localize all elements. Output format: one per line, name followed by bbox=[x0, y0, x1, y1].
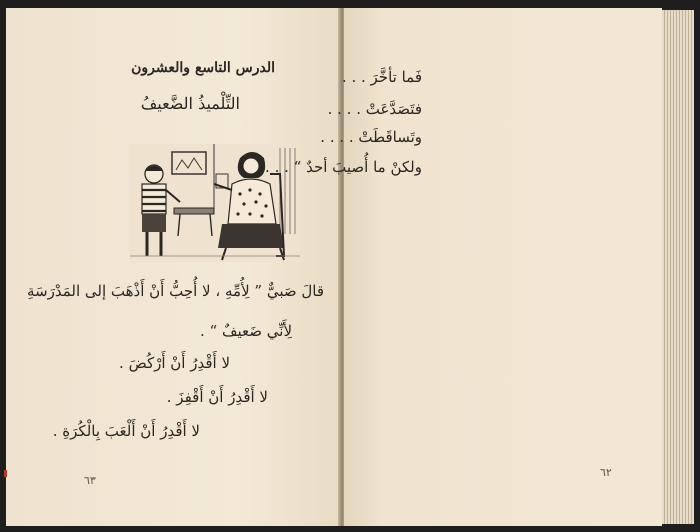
page-number-right: ٦٢ bbox=[600, 466, 612, 479]
right-page bbox=[265, 8, 662, 526]
story-title: التِّلْميذُ الضَّعيفُ bbox=[140, 94, 240, 113]
left-page bbox=[6, 8, 340, 526]
body-line-3: لا أَقْدِرُ أَنْ أَرْكُضَ . bbox=[119, 354, 230, 372]
body-line-1: قالَ صَبيٌّ ” لِأُمِّهِ ، لا أُحِبُّ أَنْ أَذْهَبَ إلى المَدْرَسَةِ bbox=[27, 282, 324, 300]
lesson-title: الدرس التاسع والعشرون bbox=[131, 60, 275, 76]
page-number-left: ٦٣ bbox=[84, 474, 96, 487]
right-line-1: فَما تأخَّرَ . . . bbox=[341, 68, 422, 86]
right-line-3: وتَساقَطَتْ . . . . bbox=[320, 128, 422, 146]
right-line-2: فتَصَدَّعَتْ . . . . bbox=[327, 100, 422, 118]
body-line-2: لِأَنِّي ضَعيفٌ “ . bbox=[200, 322, 292, 340]
page-edges bbox=[662, 10, 694, 524]
body-line-5: لا أَقْدِرُ أَنْ أَلْعَبَ بِالْكُرَةِ . bbox=[52, 422, 200, 440]
body-line-4: لا أَقْدِرُ أَنْ أَقْفِزَ . bbox=[166, 388, 268, 406]
right-line-4: ولكنْ ما أُصيبَ أحدٌ “ . . . bbox=[265, 158, 422, 176]
bookmark-tab bbox=[4, 470, 7, 477]
